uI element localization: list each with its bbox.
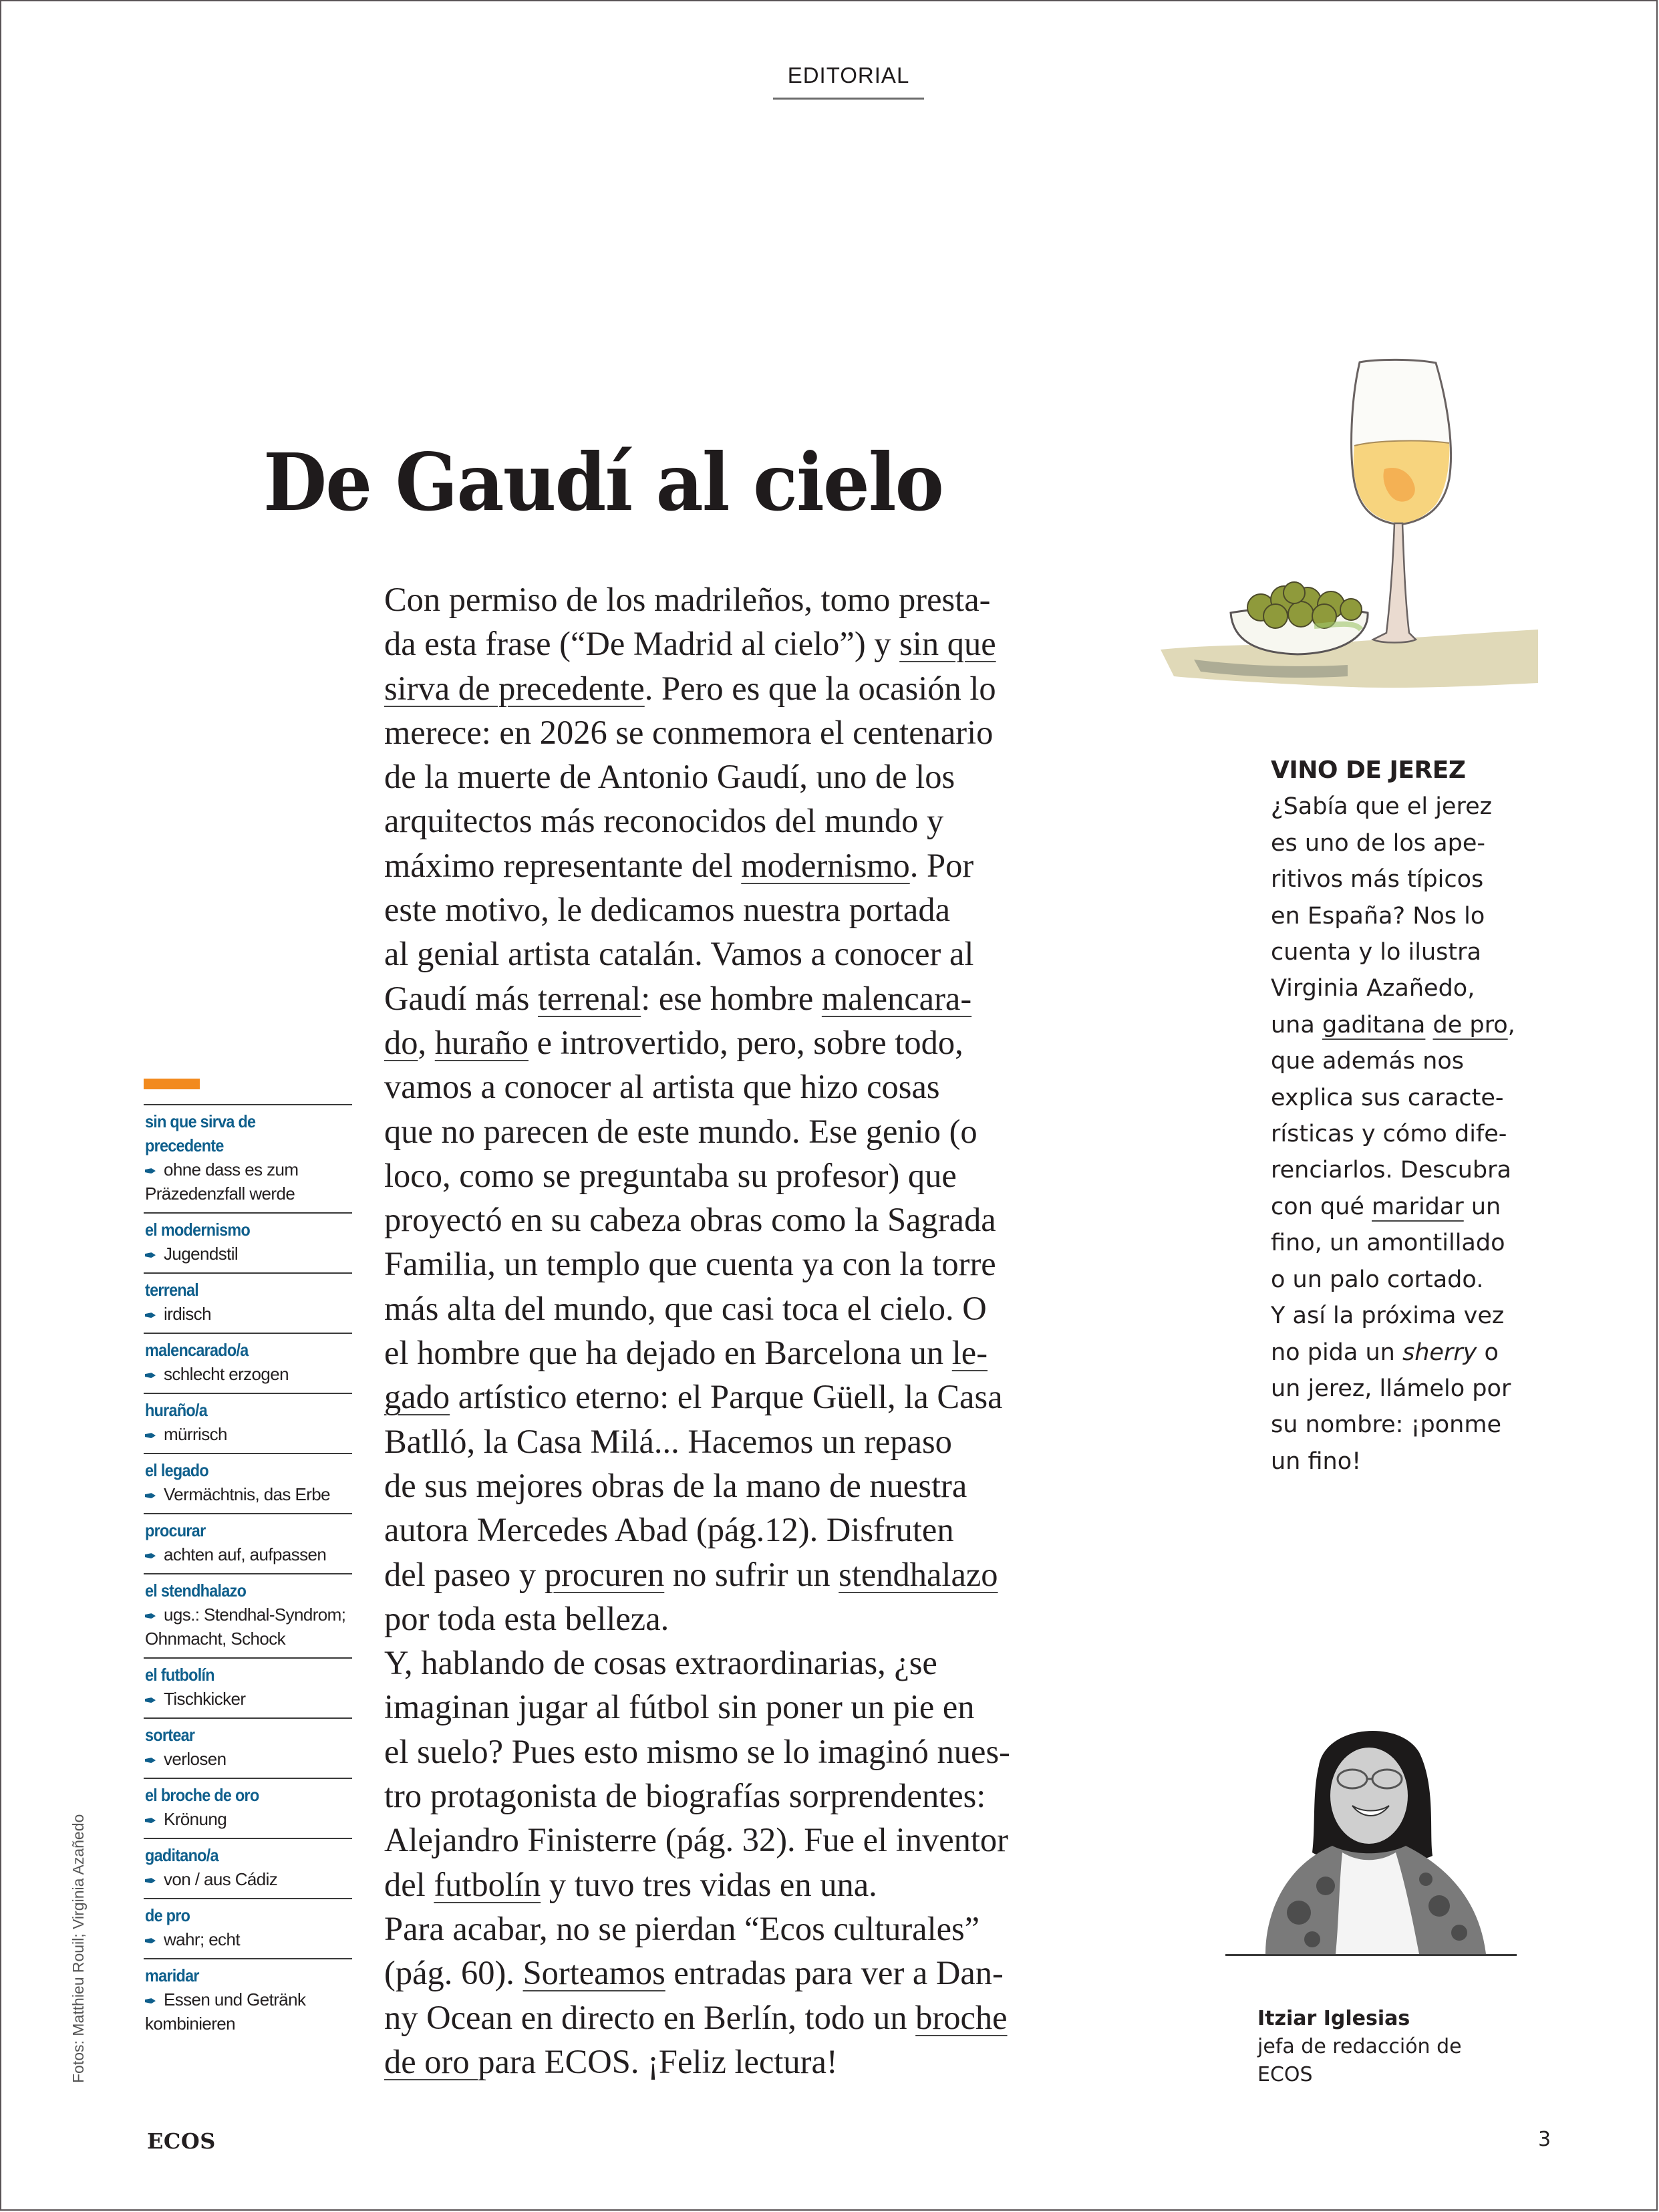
text-run: renciarlos. Descubra <box>1271 1157 1511 1184</box>
glossary-term-link: do <box>384 1023 418 1061</box>
glossary-definition <box>145 1422 352 1446</box>
text-run: Virginia Azañedo, <box>1271 975 1475 1002</box>
text-run: máximo representante del <box>384 846 742 884</box>
glossary-item <box>144 1104 352 1212</box>
glossary-definition <box>145 1542 352 1566</box>
text-run: del <box>384 1865 434 1903</box>
author-caption <box>1257 2005 1462 2089</box>
definition-text: achten auf, aufpassen <box>164 1544 327 1564</box>
text-run: que no parecen de este mundo. Ese genio (o <box>384 1112 977 1150</box>
text-run: no pida un <box>1271 1339 1402 1366</box>
body-line <box>384 976 1079 1020</box>
author-role-line: jefa de redacción de <box>1257 2035 1462 2058</box>
body-line <box>384 1995 1079 2040</box>
sidebar-line <box>1271 1371 1525 1407</box>
body-line <box>384 666 1079 710</box>
glossary-term: el broche de oro <box>145 1785 259 1805</box>
sidebar-box <box>1271 752 1525 1480</box>
text-run: de la muerte de Antonio Gaudí, uno de los <box>384 758 955 796</box>
text-run: y tuvo tres vidas en una. <box>541 1865 877 1903</box>
text-run: . Por <box>909 846 974 884</box>
text-run: Y así la próxima vez <box>1271 1302 1505 1330</box>
glossary-item <box>144 1453 352 1513</box>
sidebar-line <box>1271 898 1525 934</box>
page-number: 3 <box>1538 2128 1551 2151</box>
text-run: en España? Nos lo <box>1271 902 1485 930</box>
glossary-term: terrenal <box>145 1280 199 1300</box>
text-run: el hombre que ha dejado en Barcelona un <box>384 1334 952 1372</box>
glossary-item <box>144 1272 352 1333</box>
glossary-term-link: stendhalazo <box>839 1555 998 1593</box>
text-run: imaginan jugar al fútbol sin poner un pie en <box>384 1688 975 1726</box>
body-line <box>384 1065 1079 1109</box>
glossary-definition <box>145 1302 352 1326</box>
glossary-term: el stendhalazo <box>145 1580 247 1601</box>
sidebar-line <box>1271 1298 1525 1334</box>
arrow-bullet-icon <box>145 1312 156 1318</box>
definition-text: ohne dass es zum <box>164 1159 299 1180</box>
definition-text: von / aus Cádiz <box>164 1869 278 1889</box>
definition-text: Essen und Getränk <box>164 1989 306 2010</box>
author-role-line: ECOS <box>1257 2063 1313 2086</box>
body-line <box>384 1685 1079 1729</box>
body-line <box>384 621 1079 666</box>
article-title: De Gaudí al cielo <box>263 436 943 529</box>
definition-text: Vermächtnis, das Erbe <box>164 1484 330 1504</box>
glossary-term: sortear <box>145 1725 195 1745</box>
body-line <box>384 1951 1079 1995</box>
text-run: Para acabar, no se pierdan “Ecos culturales” <box>384 1909 980 1947</box>
text-run: arquitectos más reconocidos del mundo y <box>384 802 944 840</box>
glossary-term-link: gado <box>384 1378 450 1416</box>
text-run: Con permiso de los madrileños, tomo presta- <box>384 581 991 618</box>
text-run: para ECOS. ¡Feliz lectura! <box>478 2042 838 2080</box>
glossary-term: malencarado/a <box>145 1340 249 1360</box>
sidebar-line <box>1271 934 1525 970</box>
sidebar-line <box>1271 825 1525 861</box>
body-line <box>384 887 1079 932</box>
text-run: fino, un amontillado <box>1271 1230 1505 1257</box>
glossary-term: el futbolín <box>145 1665 214 1685</box>
sidebar-line <box>1271 861 1525 897</box>
glossary-term-link: sin que <box>899 625 996 663</box>
article-body <box>384 577 1079 2084</box>
text-run: o <box>1477 1339 1499 1366</box>
body-line <box>384 1286 1079 1331</box>
glossary-term-link: Sorteamos <box>522 1954 665 1992</box>
text-run: Familia, un templo que cuenta ya con la torre <box>384 1245 996 1283</box>
body-line <box>384 1375 1079 1419</box>
glossary-term-link: de oro <box>384 2042 478 2080</box>
glossary-definition <box>145 1747 352 1771</box>
text-run: un jerez, llámelo por <box>1271 1375 1511 1402</box>
glossary-term: precedente <box>145 1135 224 1155</box>
glossary-definition <box>145 1867 352 1891</box>
sidebar-line <box>1271 1116 1525 1152</box>
glossary-item <box>144 1778 352 1838</box>
arrow-bullet-icon <box>145 1553 156 1558</box>
body-line <box>384 1641 1079 1685</box>
glossary-item <box>144 1333 352 1393</box>
italic-term: sherry <box>1402 1339 1477 1366</box>
definition-text: ugs.: Stendhal-Syndrom; <box>164 1605 346 1625</box>
glossary-term: el modernismo <box>145 1220 251 1240</box>
sidebar-line <box>1271 1152 1525 1188</box>
text-run: al genial artista catalán. Vamos a conocer al <box>384 935 974 973</box>
arrow-bullet-icon <box>145 1252 156 1258</box>
glossary-definition <box>145 1603 352 1627</box>
sidebar-line <box>1271 1335 1525 1371</box>
definition-text: Tischkicker <box>164 1689 246 1709</box>
text-run: . Pero es que la ocasión lo <box>644 669 996 707</box>
author-portrait-icon <box>1225 1712 1517 1954</box>
arrow-bullet-icon <box>145 1758 156 1763</box>
glossary-list <box>144 1104 352 2042</box>
definition-text: Ohnmacht, Schock <box>145 1629 286 1649</box>
glossary-definition <box>145 1807 352 1831</box>
body-line <box>384 1419 1079 1464</box>
arrow-bullet-icon <box>145 1938 156 1943</box>
definition-text: wahr; echt <box>164 1929 240 1949</box>
sidebar-line <box>1271 1007 1525 1043</box>
sidebar-line <box>1271 789 1525 825</box>
text-run: o un palo cortado. <box>1271 1266 1484 1293</box>
text-run: artístico eterno: el Parque Güell, la Casa <box>450 1378 1003 1416</box>
body-line <box>384 1020 1079 1065</box>
body-line <box>384 754 1079 799</box>
glossary-definition <box>145 1482 352 1506</box>
text-run: es uno de los ape- <box>1271 829 1485 857</box>
definition-text: mürrisch <box>164 1424 227 1444</box>
text-run: proyectó en su cabeza obras como la Sagrada <box>384 1201 996 1239</box>
arrow-bullet-icon <box>145 1878 156 1883</box>
text-run: ritivos más típicos <box>1271 866 1484 893</box>
text-run: rísticas y cómo dife- <box>1271 1121 1507 1148</box>
definition-text: Präzedenzfall werde <box>145 1184 295 1204</box>
sidebar-text <box>1271 789 1525 1480</box>
text-run: explica sus caracte- <box>1271 1084 1504 1111</box>
glossary-item <box>144 1513 352 1573</box>
footer-brand: ECOS <box>147 2128 216 2154</box>
glossary-item <box>144 1657 352 1717</box>
arrow-bullet-icon <box>145 1998 156 2003</box>
text-run: autora Mercedes Abad (pág.12). Disfruten <box>384 1511 954 1549</box>
sidebar-line <box>1271 1225 1525 1261</box>
text-run: de sus mejores obras de la mano de nuestra <box>384 1466 967 1504</box>
glossary-term-link: huraño <box>434 1023 529 1061</box>
arrow-bullet-icon <box>145 1373 156 1378</box>
glossary-term: el legado <box>145 1460 208 1480</box>
wine-glass-and-olives-icon <box>1147 345 1538 723</box>
sherry-illustration <box>1147 345 1538 723</box>
text-run: Alejandro Finisterre (pág. 32). Fue el inventor <box>384 1821 1009 1859</box>
text-run: ¿Sabía que el jerez <box>1271 793 1492 821</box>
author-name: Itziar Iglesias <box>1257 2007 1410 2030</box>
body-line <box>384 1508 1079 1552</box>
author-photo <box>1225 1712 1517 1956</box>
text-run <box>1425 1012 1432 1039</box>
glossary-definition <box>145 1987 352 2012</box>
text-run: tro protagonista de biografías sorprendentes: <box>384 1777 986 1815</box>
glossary-item <box>144 1393 352 1453</box>
arrow-bullet-icon <box>145 1818 156 1823</box>
body-line <box>384 1730 1079 1774</box>
definition-text: Krönung <box>164 1809 227 1829</box>
glossary-term-link: procuren <box>544 1555 665 1593</box>
body-line <box>384 1907 1079 1951</box>
text-run: : ese hombre <box>641 979 822 1017</box>
text-run: loco, como se preguntaba su profesor) que <box>384 1156 957 1194</box>
text-run: entradas para ver a Dan- <box>665 1954 1004 1992</box>
glossary-item <box>144 1573 352 1657</box>
text-run: este motivo, le dedicamos nuestra portada <box>384 891 951 929</box>
glossary-definition <box>145 2012 352 2036</box>
glossary-term: de pro <box>145 1905 190 1925</box>
text-run: Y, hablando de cosas extraordinarias, ¿se <box>384 1644 937 1682</box>
glossary-term-link: broche <box>915 1998 1008 2036</box>
sidebar-title: VINO DE JEREZ <box>1271 756 1466 784</box>
arrow-bullet-icon <box>145 1493 156 1498</box>
body-line <box>384 799 1079 843</box>
sidebar-line <box>1271 1262 1525 1298</box>
glossary-item <box>144 1212 352 1272</box>
definition-text: Jugendstil <box>164 1244 239 1264</box>
body-line <box>384 710 1079 754</box>
glossary-definition <box>145 1242 352 1266</box>
glossary-term-link: malencara- <box>821 979 972 1017</box>
glossary-term: sin que sirva de <box>145 1111 256 1131</box>
text-run: con qué <box>1271 1193 1372 1220</box>
sidebar-line <box>1271 1043 1525 1079</box>
glossary-term: huraño/a <box>145 1400 208 1420</box>
glossary-item <box>144 1898 352 1958</box>
text-run: su nombre: ¡ponme <box>1271 1411 1501 1439</box>
glossary-term-link: le- <box>951 1334 988 1372</box>
text-run: un fino! <box>1271 1447 1362 1475</box>
arrow-bullet-icon <box>145 1168 156 1173</box>
text-run: (pág. 60). <box>384 1954 523 1992</box>
glossary-term: procurar <box>145 1520 206 1540</box>
text-run: una <box>1271 1011 1322 1039</box>
text-run: un <box>1463 1193 1501 1220</box>
glossary-term: gaditano/a <box>145 1845 218 1865</box>
body-line <box>384 1109 1079 1153</box>
glossary-definition <box>145 1927 352 1951</box>
body-line <box>384 1153 1079 1198</box>
definition-text: verlosen <box>164 1749 227 1769</box>
body-line <box>384 1862 1079 1907</box>
text-run: Batlló, la Casa Milá... Hacemos un repaso <box>384 1422 952 1460</box>
body-line <box>384 1198 1079 1242</box>
text-run: cuenta y lo ilustra <box>1271 939 1481 966</box>
body-line <box>384 1242 1079 1286</box>
text-run: Gaudí más <box>384 979 539 1017</box>
body-line <box>384 1464 1079 1508</box>
glossary-term: maridar <box>145 1965 199 1985</box>
glossary-definition <box>145 1687 352 1711</box>
glossary-accent-bar <box>144 1079 200 1089</box>
glossary-item <box>144 1958 352 2042</box>
text-run: ny Ocean en directo en Berlín, todo un <box>384 1998 916 2036</box>
body-line <box>384 1818 1079 1862</box>
body-line <box>384 843 1079 887</box>
body-line <box>384 1331 1079 1375</box>
text-run: e introvertido, pero, sobre todo, <box>528 1023 963 1061</box>
text-run: por toda esta belleza. <box>384 1599 669 1637</box>
arrow-bullet-icon <box>145 1613 156 1619</box>
glossary-term-link: sirva de precedente <box>384 669 645 707</box>
text-run: , <box>418 1023 435 1061</box>
body-line <box>384 2040 1079 2084</box>
glossary-definition <box>145 1157 352 1182</box>
text-run: no sufrir un <box>664 1555 839 1593</box>
glossary-term-link: terrenal <box>538 979 641 1017</box>
glossary-item <box>144 1717 352 1778</box>
glossary-definition <box>145 1362 352 1386</box>
sidebar-line <box>1271 970 1525 1006</box>
definition-text: schlecht erzogen <box>164 1364 289 1384</box>
sidebar-line <box>1271 1189 1525 1225</box>
glossary-term-link: gaditana <box>1322 1011 1426 1039</box>
text-run: más alta del mundo, que casi toca el cielo. O <box>384 1289 987 1327</box>
glossary-definition <box>145 1627 352 1651</box>
sidebar-line <box>1271 1443 1525 1480</box>
glossary-definition <box>145 1182 352 1206</box>
body-line <box>384 577 1079 621</box>
text-run: da esta frase (“De Madrid al cielo”) y <box>384 625 900 663</box>
text-run: del paseo y <box>384 1555 545 1593</box>
text-run: , <box>1507 1011 1515 1039</box>
definition-text: kombinieren <box>145 2014 236 2034</box>
sidebar-line <box>1271 1407 1525 1443</box>
glossary-term-link: maridar <box>1372 1193 1464 1220</box>
arrow-bullet-icon <box>145 1697 156 1703</box>
body-line <box>384 932 1079 976</box>
text-run: merece: en 2026 se conmemora el centenario <box>384 713 994 751</box>
definition-text: irdisch <box>164 1304 211 1324</box>
text-run: que además nos <box>1271 1048 1464 1075</box>
glossary-term-link: modernismo <box>741 846 910 884</box>
text-run: vamos a conocer al artista que hizo cosas <box>384 1068 940 1106</box>
glossary-item <box>144 1838 352 1898</box>
body-line <box>384 1597 1079 1641</box>
glossary <box>144 1079 352 2042</box>
body-line <box>384 1552 1079 1597</box>
glossary-term-link: futbolín <box>434 1865 541 1903</box>
arrow-bullet-icon <box>145 1433 156 1438</box>
photo-credit: Fotos: Matthieu Rouil; Virginia Azañedo <box>69 1814 87 2083</box>
glossary-term-link: de pro <box>1432 1011 1508 1039</box>
sidebar-line <box>1271 1080 1525 1116</box>
body-line <box>384 1774 1079 1818</box>
text-run: el suelo? Pues esto mismo se lo imaginó nues- <box>384 1732 1010 1770</box>
section-label: EDITORIAL <box>773 63 924 100</box>
